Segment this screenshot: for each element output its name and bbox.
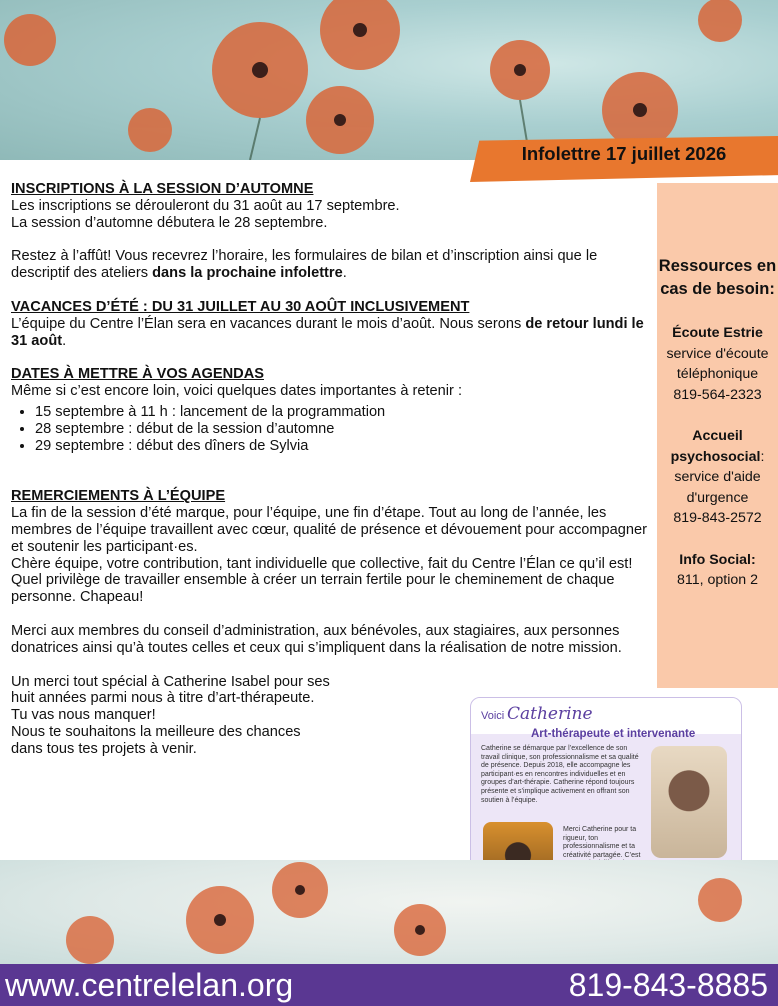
vacances-paragraph [11, 316, 651, 350]
resource-desc: : service d'aide d'urgence [674, 448, 765, 506]
section-heading-dates: DATES À METTRE À VOS AGENDAS [11, 366, 264, 383]
resource-item [657, 550, 778, 591]
card-description: Catherine se démarque par l’excellence de son travail clinique, son professionnalisme et sa qualité de présence. Depuis 2018, elle accompagne les participant·es en rencontres individuelles et en groupes d’art-thérapie. Catherine répond toujours présente et s’implique activement en offrant son soutien à l’équipe. [481, 745, 639, 804]
inscriptions-bold: dans la prochaine infolettre [152, 265, 343, 282]
card-subtitle: Art-thérapeute et intervenante [531, 728, 696, 740]
list-item: • 15 septembre à 11 h : lancement de la programmation [35, 404, 651, 421]
resource-name: Info Social: [679, 551, 756, 568]
vacances-bold: de retour lundi le 31 août [11, 315, 644, 349]
vacances-end: . [62, 332, 67, 349]
resources-list [657, 255, 778, 612]
remerciements-p4: Merci aux membres du conseil d’administration, aux bénévoles, aux stagiaires, aux personnes donatrices ainsi qu’à toutes celles et ceux qui s’impliquent dans la réalisation de notre mission. [11, 622, 622, 656]
resource-name: Accueil psychosocial [670, 428, 761, 465]
remerciements-p3: Quel privilège de travailler ensemble à créer un terrain fertile pour le cheminement de chaque personne. Chapeau! [11, 572, 615, 606]
remerciements-p5-line5: dans tous tes projets à venir. [11, 740, 197, 757]
remerciements-p5-line2: huit années parmi nous à titre d’art-thérapeute. [11, 690, 315, 707]
footer-flower-image [0, 860, 778, 965]
resource-phone[interactable]: 819-564-2323 [673, 386, 762, 403]
catherine-portrait-photo [651, 746, 727, 858]
inscriptions-text: Restez à l’affût! Vous recevrez l’horaire, les formulaires de bilan et d’inscription ainsi que le descriptif des ateliers [11, 248, 598, 282]
resource-item [657, 323, 778, 405]
inscriptions-end: . [342, 265, 347, 282]
website-link[interactable]: www.centrelelan.org [5, 967, 294, 1003]
inscriptions-paragraph [11, 248, 651, 282]
remerciements-p5-line1: Un merci tout spécial à Catherine Isabel pour ses [11, 673, 330, 690]
resource-desc: 811, option 2 [677, 572, 758, 588]
resource-name: Écoute Estrie [672, 325, 763, 341]
list-item: • 28 septembre : début de la session d’automne [35, 421, 651, 438]
section-heading-inscriptions: INSCRIPTIONS À LA SESSION D’AUTOMNE [11, 181, 314, 197]
resource-phone[interactable]: 819-843-2572 [673, 510, 762, 526]
header-flower-image [0, 0, 778, 160]
inscriptions-line-1: Les inscriptions se dérouleront du 31 août au 17 septembre. [11, 197, 400, 214]
resource-desc: service d'écoute téléphonique [666, 345, 769, 382]
vacances-text: L’équipe du Centre l’Élan sera en vacances durant le mois d’août. Nous serons [11, 315, 526, 332]
section-heading-remerciements: REMERCIEMENTS À L’ÉQUIPE [11, 488, 226, 505]
main-content [11, 181, 651, 758]
remerciements-p5-line3: Tu vas nous manquer! [11, 707, 156, 724]
issue-title: Infolettre 17 juillet 2026 [521, 143, 727, 164]
resources-heading: Ressources en cas de besoin: [658, 257, 777, 298]
flowers-illustration [0, 0, 778, 160]
card-thanks: Merci Catherine pour ta rigueur, ton professionnalisme et ta créativité partagée. C’est [563, 826, 641, 859]
card-name: Catherine [507, 704, 593, 724]
section-heading-vacances: VACANCES D’ÉTÉ : DU 31 JUILLET AU 30 AOÛT INCLUSIVEMENT [11, 298, 470, 315]
contact-phone[interactable]: 819-843-8885 [568, 967, 768, 1003]
remerciements-p1: La fin de la session d’été marque, pour l’équipe, une fin d’étape. Tout au long de l’année, les membres de l’équipe travaillent avec cœur, qualité de présence et dévouement pour accompagner et soutenir les participant·es. [11, 505, 647, 555]
card-voici: Voici [481, 710, 505, 722]
dates-list [11, 404, 651, 454]
list-item: • 29 septembre : début des dîners de Sylvia [35, 438, 651, 455]
dates-intro: Même si c’est encore loin, voici quelques dates importantes à retenir : [11, 383, 463, 400]
resource-item [657, 426, 778, 529]
footer-flowers-illustration [0, 860, 778, 965]
resources-sidebar [657, 183, 778, 688]
remerciements-p5-line4: Nous te souhaitons la meilleure des chances [11, 723, 301, 740]
inscriptions-line-2: La session d’automne débutera le 28 septembre. [11, 214, 328, 231]
remerciements-p2: Chère équipe, votre contribution, tant individuelle que collective, fait du Centre l’Élan ce qu’il est! [11, 555, 633, 572]
